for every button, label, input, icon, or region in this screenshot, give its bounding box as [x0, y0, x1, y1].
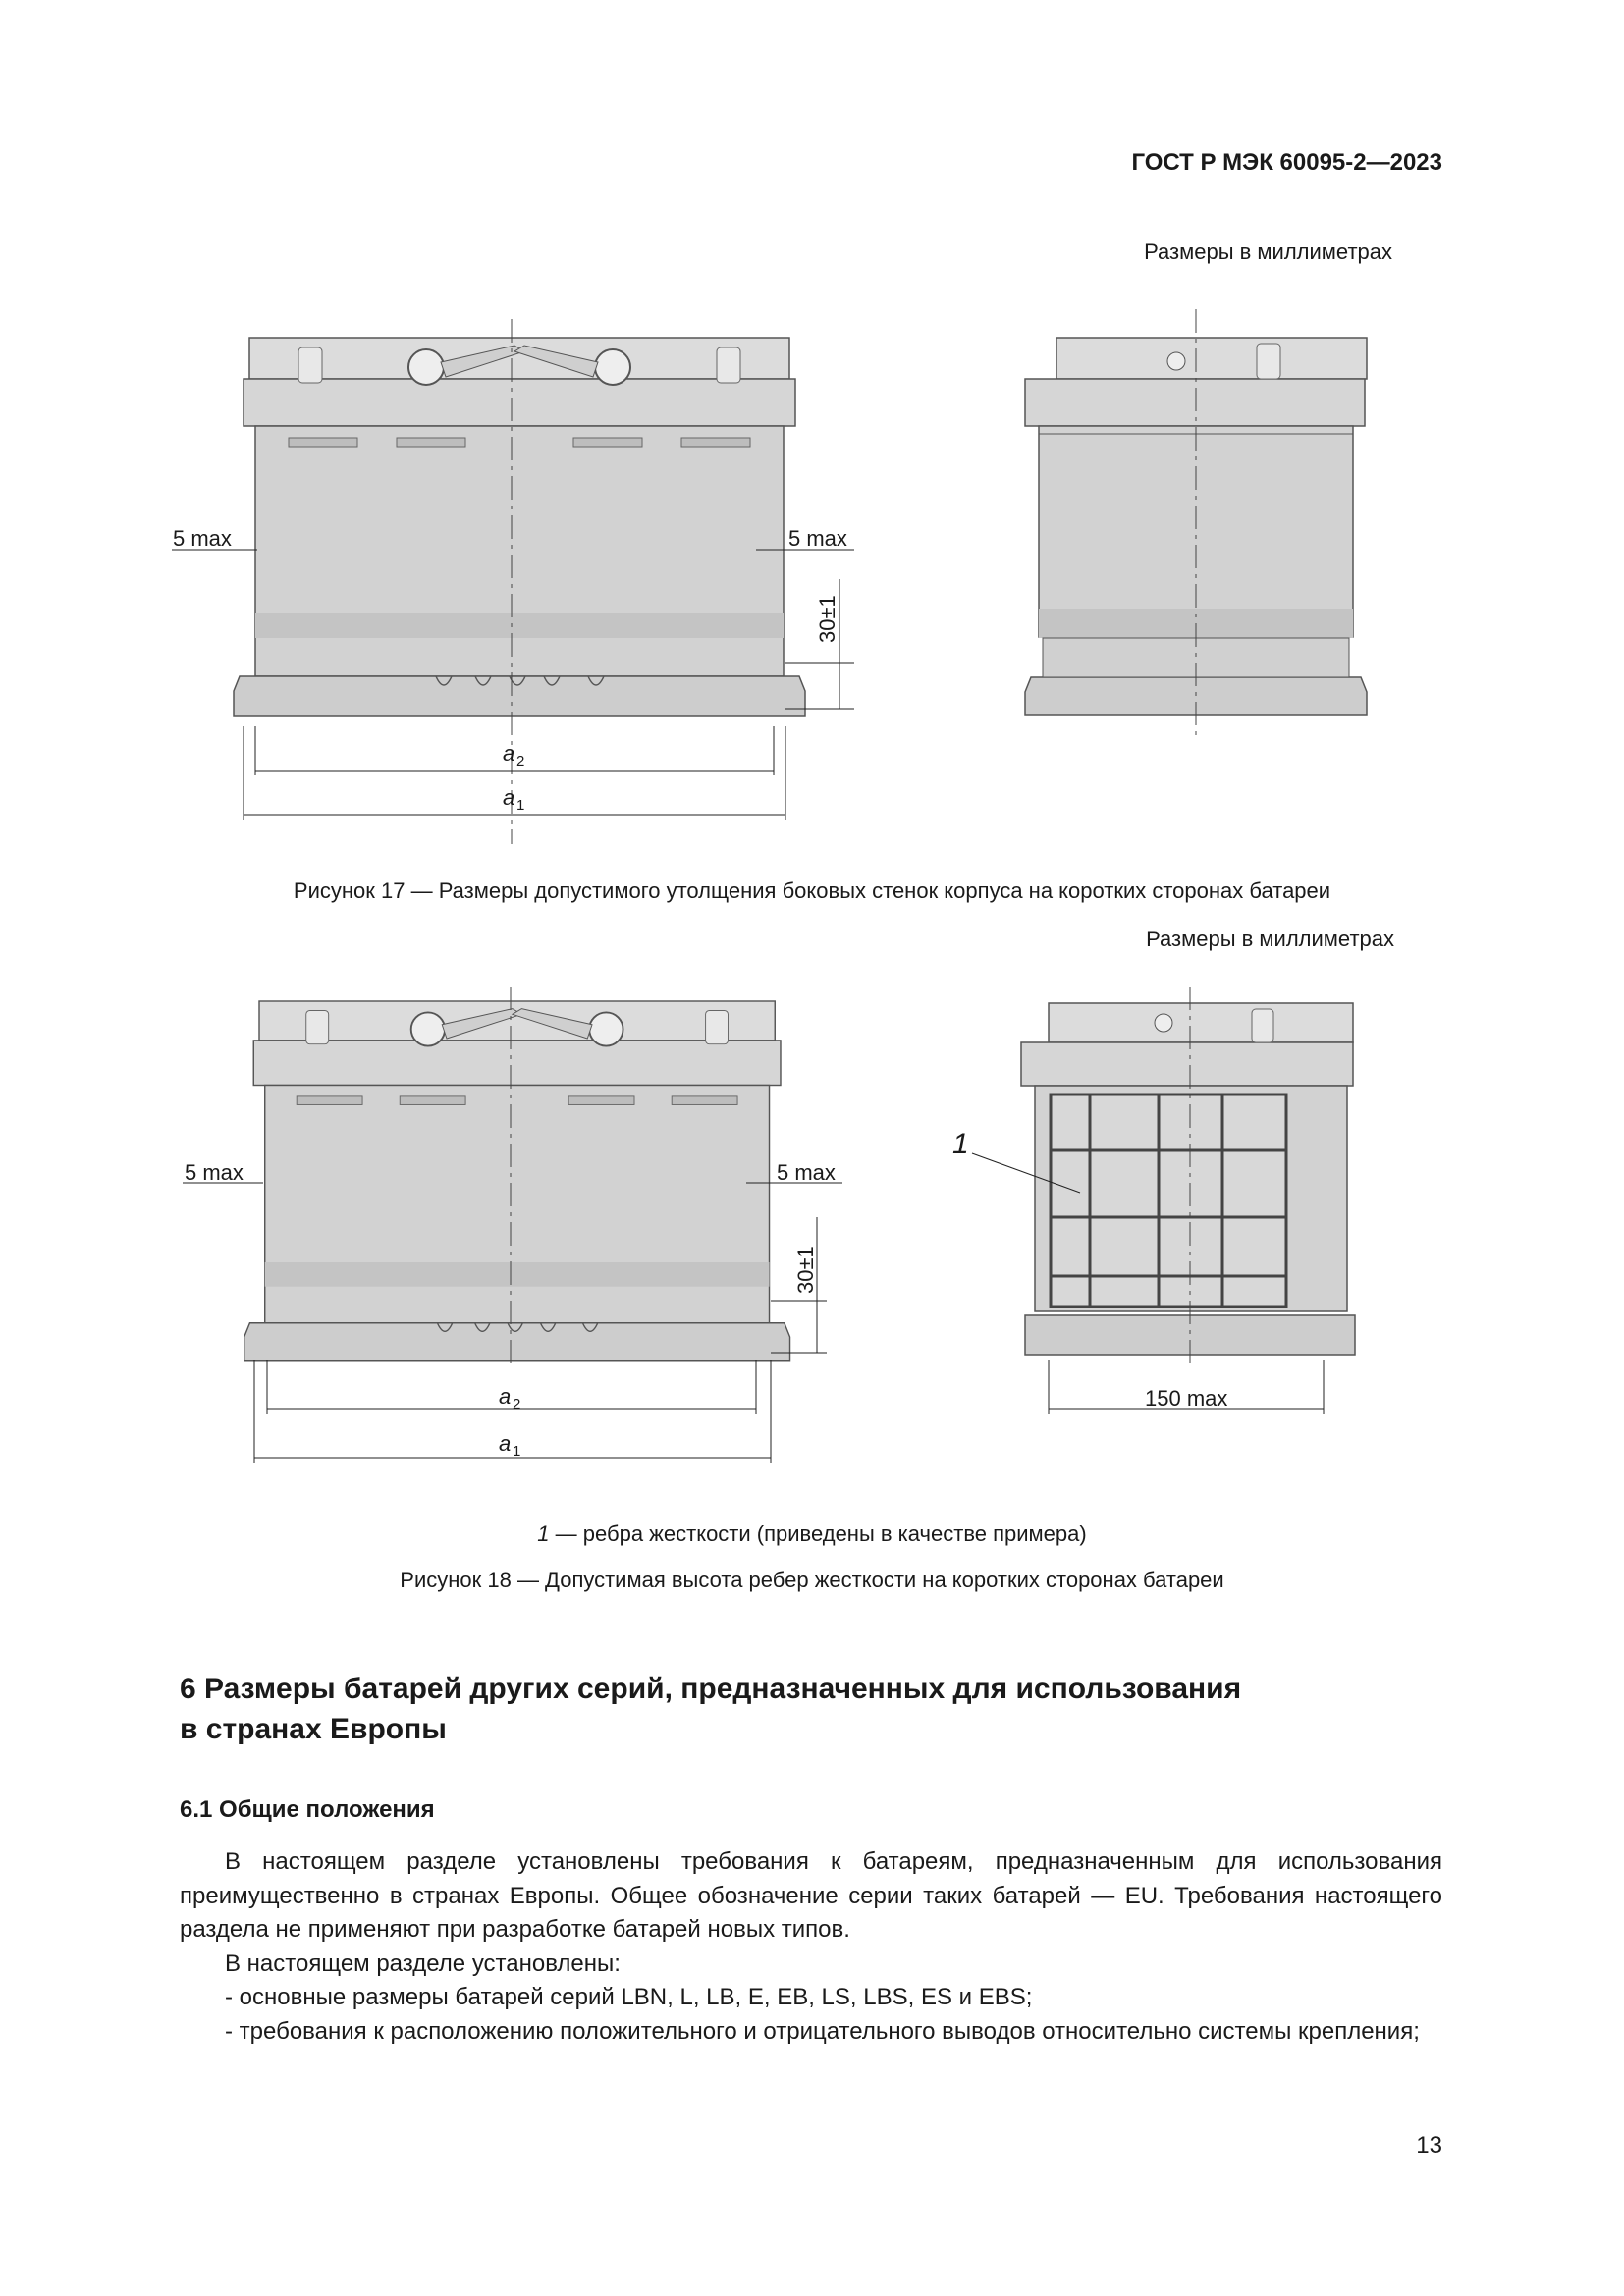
figure18-dim-width: 150 max: [1145, 1386, 1228, 1411]
figure17-caption: Рисунок 17 — Размеры допустимого утолщения боковых стенок корпуса на коротких сторонах батареи: [293, 879, 1331, 903]
figure18-battery-side-view: [952, 987, 1355, 1414]
list-item: - требования к расположению положительного и отрицательного выводов относительно системы крепления;: [225, 2017, 1420, 2045]
figure18-note-number: 1: [537, 1522, 550, 1546]
figure18-dim-a2: a: [499, 1384, 512, 1409]
figure18-dim-a1-sub: 1: [513, 1443, 521, 1460]
figure18-units-note: Размеры в миллиметрах: [1146, 927, 1394, 951]
figure18-battery-front-view: [183, 987, 842, 1463]
section-heading-line1: 6 Размеры батарей других серий, предназначенных для использования: [180, 1673, 1242, 1705]
list-item: - основные размеры батарей серий LBN, L, LB, E, EB, LS, LBS, ES и EBS;: [225, 1984, 1033, 2011]
figure18-caption: Рисунок 18 — Допустимая высота ребер жесткости на коротких сторонах батареи: [400, 1568, 1224, 1592]
figure17-dim-left: 5 max: [173, 526, 232, 551]
figure18-callout-1: 1: [952, 1128, 969, 1160]
figure17-units-note: Размеры в миллиметрах: [1144, 240, 1392, 264]
figure17-dim-height: 30±1: [815, 595, 839, 643]
figure17-dim-a1: a: [503, 785, 515, 810]
paragraph: В настоящем разделе установлены требования к батареям, предназначенным для использования преимущественно в странах Европы. Общее обозначение серии таких батарей — EU. Требования настоящего раздела не применяют при разработке батарей новых типов.: [180, 1848, 1442, 1944]
figure17-dim-a1-sub: 1: [516, 797, 525, 814]
section-heading-line2: в странах Европы: [180, 1713, 447, 1745]
figure18-note-text: — ребра жесткости (приведены в качестве примера): [549, 1522, 1087, 1546]
subsection-heading: 6.1 Общие положения: [180, 1796, 435, 1823]
figure18-dim-right: 5 max: [777, 1160, 836, 1185]
document-id-header: ГОСТ Р МЭК 60095-2—2023: [1131, 149, 1442, 176]
page-number: 13: [1416, 2132, 1442, 2159]
figure18-dim-a2-sub: 2: [513, 1396, 521, 1413]
stiffening-ribs-grid: [1051, 1095, 1286, 1307]
figure18-dim-a1: a: [499, 1431, 512, 1456]
figure17-dim-a2: a: [503, 741, 515, 766]
figure18-dim-height: 30±1: [793, 1246, 818, 1294]
paragraph: В настоящем разделе установлены:: [225, 1949, 621, 1977]
section-body: [180, 1845, 1442, 2050]
figure17-dim-right: 5 max: [788, 526, 847, 551]
figure18-note: [0, 1522, 1624, 1547]
figure18-dim-left: 5 max: [185, 1160, 244, 1185]
figure17-dim-a2-sub: 2: [516, 753, 525, 770]
figure17-battery-front-view: [172, 319, 854, 844]
figure17-battery-side-view: [1025, 309, 1367, 738]
